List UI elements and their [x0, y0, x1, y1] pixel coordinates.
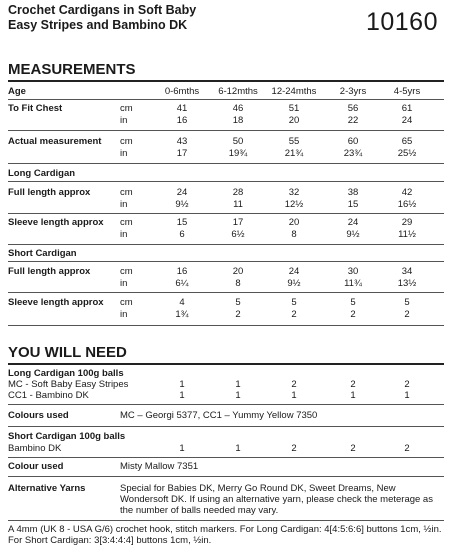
short-full-cm-2: 20: [232, 266, 244, 277]
row-divider: [8, 476, 444, 477]
short-full-in-3: 9½: [287, 278, 301, 289]
long-full-length-label: Full length approx: [8, 187, 91, 198]
size-header-1: 0-6mths: [164, 86, 200, 97]
short-full-cm-4: 30: [347, 266, 359, 277]
long-yarn-1-qty-4: 2: [350, 379, 356, 390]
chest-in-3: 20: [288, 115, 300, 126]
actual-cm-3: 55: [288, 136, 300, 147]
short-sleeve-in-2: 2: [235, 309, 241, 320]
short-sleeve-cm-2: 5: [235, 297, 241, 308]
short-yarn-qty-5: 2: [404, 443, 410, 454]
chest-cm-4: 56: [347, 103, 359, 114]
actual-cm-1: 43: [176, 136, 188, 147]
unit-cm: cm: [120, 136, 133, 147]
long-yarn-2-qty-3: 1: [291, 390, 297, 401]
row-divider: [8, 261, 444, 262]
actual-measurement-label: Actual measurement: [8, 136, 102, 147]
unit-cm: cm: [120, 103, 133, 114]
unit-in: in: [120, 115, 128, 126]
unit-cm: cm: [120, 266, 133, 277]
short-sleeve-cm-1: 4: [179, 297, 185, 308]
actual-in-3: 21¾: [284, 148, 304, 159]
long-balls-label: Long Cardigan 100g balls: [8, 368, 124, 379]
row-divider: [8, 457, 444, 458]
unit-in: in: [120, 229, 128, 240]
alternative-yarns-text: Special for Babies DK, Merry Go Round DK, Sweet Dreams, New Wondersoft DK. If using an alternative yarn, please check the meterage as the number of balls needed may vary.: [120, 483, 433, 516]
chest-in-5: 24: [401, 115, 413, 126]
pattern-number: 10160: [365, 8, 438, 36]
row-divider: [8, 163, 444, 164]
long-yarn-2-qty-5: 1: [404, 390, 410, 401]
row-divider: [8, 426, 444, 427]
long-yarn-2-qty-4: 1: [350, 390, 356, 401]
long-yarn-1-qty-2: 1: [235, 379, 241, 390]
row-divider: [8, 404, 444, 405]
to-fit-chest-label: To Fit Chest: [8, 103, 63, 114]
chest-cm-5: 61: [401, 103, 413, 114]
long-sleeve-in-3: 8: [291, 229, 297, 240]
short-cardigan-label: Short Cardigan: [8, 248, 77, 259]
chest-cm-3: 51: [288, 103, 300, 114]
actual-in-1: 17: [176, 148, 188, 159]
you-will-need-rule: [8, 363, 444, 365]
long-sleeve-in-2: 6½: [231, 229, 245, 240]
pattern-title-line-1: Crochet Cardigans in Soft Baby: [8, 3, 197, 17]
long-sleeve-cm-1: 15: [176, 217, 188, 228]
long-full-in-1: 9½: [175, 199, 189, 210]
hook-and-buttons-text: A 4mm (UK 8 - USA G/6) crochet hook, stitch markers. For Long Cardigan: 4[4:5:6:6] buttons 1cm, ½in. For Short Cardigan: 3[3:4:4:4] buttons 1cm, ½in.: [8, 524, 442, 546]
short-sleeve-in-3: 2: [291, 309, 297, 320]
row-divider: [8, 213, 444, 214]
unit-in: in: [120, 278, 128, 289]
short-sleeve-cm-4: 5: [350, 297, 356, 308]
short-full-cm-5: 34: [401, 266, 413, 277]
row-divider: [8, 325, 444, 326]
long-full-cm-4: 38: [347, 187, 359, 198]
short-full-length-label: Full length approx: [8, 266, 91, 277]
short-sleeve-in-5: 2: [404, 309, 410, 320]
row-divider: [8, 292, 444, 293]
short-full-in-4: 11¾: [344, 278, 362, 289]
colours-used-label: Colours used: [8, 410, 69, 421]
unit-in: in: [120, 148, 128, 159]
size-header-2: 6-12mths: [218, 86, 258, 97]
long-full-cm-3: 32: [288, 187, 300, 198]
alternative-yarns-label: Alternative Yarns: [8, 483, 86, 494]
row-divider: [8, 520, 444, 521]
actual-cm-4: 60: [347, 136, 359, 147]
chest-cm-1: 41: [176, 103, 188, 114]
unit-in: in: [120, 309, 128, 320]
long-sleeve-length-label: Sleeve length approx: [8, 217, 104, 228]
short-full-in-2: 8: [235, 278, 241, 289]
long-full-in-3: 12½: [284, 199, 304, 210]
short-sleeve-cm-5: 5: [404, 297, 410, 308]
short-full-cm-1: 16: [176, 266, 188, 277]
actual-in-4: 23¾: [343, 148, 363, 159]
short-yarn-qty-4: 2: [350, 443, 356, 454]
long-sleeve-cm-2: 17: [232, 217, 244, 228]
you-will-need-heading: YOU WILL NEED: [8, 344, 127, 361]
short-balls-label: Short Cardigan 100g balls: [8, 431, 126, 442]
long-yarn-1-qty-3: 2: [291, 379, 297, 390]
short-yarn-qty-1: 1: [179, 443, 185, 454]
long-sleeve-cm-5: 29: [401, 217, 413, 228]
row-divider: [8, 99, 444, 100]
long-full-cm-2: 28: [232, 187, 244, 198]
actual-cm-5: 65: [401, 136, 413, 147]
chest-in-2: 18: [232, 115, 244, 126]
short-yarn-qty-3: 2: [291, 443, 297, 454]
chest-cm-2: 46: [232, 103, 244, 114]
short-sleeve-in-1: 1¾: [175, 309, 189, 320]
long-sleeve-in-1: 6: [179, 229, 185, 240]
short-sleeve-length-label: Sleeve length approx: [8, 297, 104, 308]
long-sleeve-cm-3: 20: [288, 217, 300, 228]
pattern-title-line-2: Easy Stripes and Bambino DK: [8, 18, 188, 32]
unit-in: in: [120, 199, 128, 210]
short-full-cm-3: 24: [288, 266, 300, 277]
measurements-rule: [8, 80, 444, 82]
short-sleeve-in-4: 2: [350, 309, 356, 320]
age-label: Age: [8, 86, 26, 97]
size-header-5: 4-5yrs: [393, 86, 421, 97]
long-yarn-2-name: CC1 - Bambino DK: [8, 390, 89, 401]
unit-cm: cm: [120, 297, 133, 308]
long-full-cm-1: 24: [176, 187, 188, 198]
colours-used-value: MC – Georgi 5377, CC1 – Yummy Yellow 7350: [120, 410, 318, 421]
actual-in-5: 25½: [397, 148, 417, 159]
unit-cm: cm: [120, 217, 133, 228]
long-yarn-2-qty-1: 1: [179, 390, 185, 401]
long-yarn-1-name: MC - Soft Baby Easy Stripes: [8, 379, 129, 390]
size-header-4: 2-3yrs: [339, 86, 367, 97]
short-full-in-1: 6¼: [175, 278, 189, 289]
colour-used-value: Misty Mallow 7351: [120, 461, 199, 472]
chest-in-4: 22: [347, 115, 359, 126]
short-full-in-5: 13½: [397, 278, 417, 289]
row-divider: [8, 244, 444, 245]
long-full-in-4: 15: [347, 199, 359, 210]
colour-used-label: Colour used: [8, 461, 64, 472]
unit-cm: cm: [120, 187, 133, 198]
actual-in-2: 19¾: [228, 148, 248, 159]
short-sleeve-cm-3: 5: [291, 297, 297, 308]
pattern-title: [8, 3, 196, 33]
long-yarn-1-qty-1: 1: [179, 379, 185, 390]
row-divider: [8, 130, 444, 131]
short-yarn-qty-2: 1: [235, 443, 241, 454]
long-cardigan-label: Long Cardigan: [8, 168, 76, 179]
long-full-in-2: 11: [233, 199, 243, 210]
measurements-heading: MEASUREMENTS: [8, 61, 136, 78]
size-header-3: 12-24mths: [271, 86, 317, 97]
chest-in-1: 16: [176, 115, 188, 126]
long-sleeve-cm-4: 24: [347, 217, 359, 228]
long-sleeve-in-4: 9½: [346, 229, 360, 240]
long-full-cm-5: 42: [401, 187, 413, 198]
long-yarn-1-qty-5: 2: [404, 379, 410, 390]
long-yarn-2-qty-2: 1: [235, 390, 241, 401]
long-sleeve-in-5: 11½: [398, 229, 416, 240]
short-yarn-name: Bambino DK: [8, 443, 62, 454]
row-divider: [8, 181, 444, 182]
actual-cm-2: 50: [232, 136, 244, 147]
long-full-in-5: 16½: [397, 199, 417, 210]
